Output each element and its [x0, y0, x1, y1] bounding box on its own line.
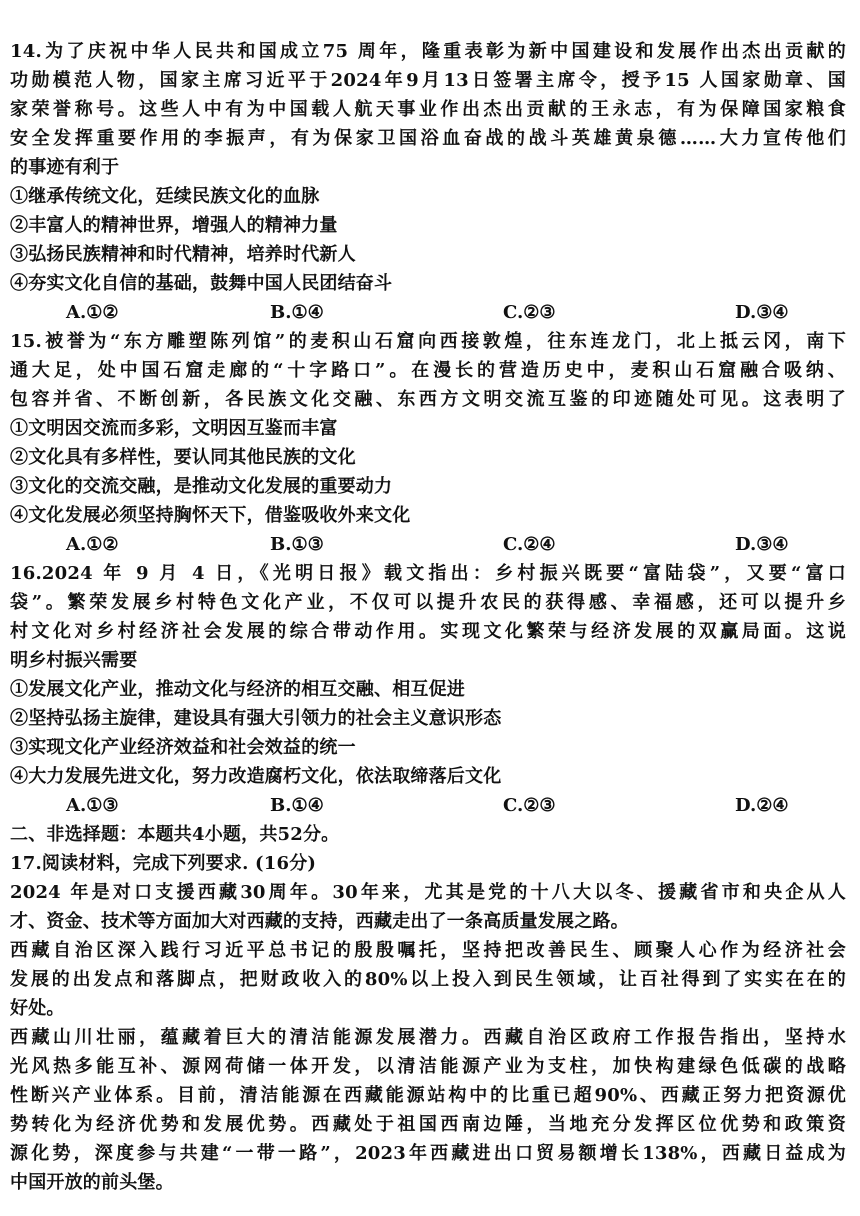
- q14-item-2: ②丰富人的精神世界，增强人的精神力量: [10, 215, 338, 236]
- q16-line-2: 袋”。繁荣发展乡村特色文化产业，不仅可以提升农民的获得感、幸福感，还可以提升乡: [10, 592, 846, 613]
- q16-line-1: 16.2024 年 9 月 4 日，《光明日报》载文指出：乡村振兴既要“富陆袋”，又要“富口: [10, 563, 846, 584]
- q17-para3-line-6: 中国开放的前头堡。: [10, 1172, 174, 1193]
- q14-option-b: B.①④: [270, 302, 324, 323]
- q16-item-3: ③实现文化产业经济效益和社会效益的统一: [10, 737, 356, 758]
- q15-line-3: 包容并省、不断创新，各民族文化交融、东西方文明交流互鉴的印迹随处可见。这表明了: [10, 389, 846, 410]
- q15-line-1: 15.被誉为“东方雕塑陈列馆”的麦积山石窟向西接敦煌，往东连龙门，北上抵云冈，南下: [10, 331, 846, 352]
- q17-para2-line-1: 西藏自治区深入践行习近平总书记的殷殷嘱托，坚持把改善民生、顾聚人心作为经济社会: [10, 940, 846, 961]
- q17-heading: 17.阅读材料，完成下列要求. (16分): [10, 853, 317, 874]
- q15-option-d: D.③④: [735, 534, 789, 555]
- q17-para3-line-4: 势转化为经济优势和发展优势。西藏处于祖国西南边陲，当地充分发挥区位优势和政策资: [10, 1114, 846, 1135]
- q14-option-c: C.②③: [503, 302, 556, 323]
- q17-para1-line-2: 才、资金、技术等方面加大对西藏的支持，西藏走出了一条高质量发展之路。: [10, 911, 629, 932]
- q14-item-4: ④夯实文化自信的基础，鼓舞中国人民团结奋斗: [10, 273, 393, 294]
- q14-option-a: A.①②: [66, 302, 119, 323]
- q17-para3-line-1: 西藏山川壮丽，蕴藏着巨大的清洁能源发展潜力。西藏自治区政府工作报告指出，坚持水: [10, 1027, 846, 1048]
- q15-item-4: ④文化发展必须坚持胸怀天下，借鉴吸收外来文化: [10, 505, 411, 526]
- q15-option-a: A.①②: [66, 534, 119, 555]
- q14-option-d: D.③④: [735, 302, 789, 323]
- q14-line-1: 14.为了庆祝中华人民共和国成立75 周年，隆重表彰为新中国建设和发展作出杰出贡献的: [10, 41, 846, 62]
- q17-para3-line-5: 源化势，深度参与共建“一带一路”，2023年西藏进出口贸易额增长138%，西藏日益成为: [10, 1143, 846, 1164]
- q17-para1-line-1: 2024 年是对口支援西藏30周年。30年来，尤其是党的十八大以冬、援藏省市和央企从人: [10, 882, 846, 903]
- q16-item-4: ④大力发展先进文化，努力改造腐朽文化，依法取缔落后文化: [10, 766, 502, 787]
- q15-line-2: 通大足，处中国石窟走廊的“十字路口”。在漫长的营造历史中，麦积山石窟融合吸纳、: [10, 360, 846, 381]
- q16-option-c: C.②③: [503, 795, 556, 816]
- q15-item-1: ①文明因交流而多彩，文明因互鉴而丰富: [10, 418, 338, 439]
- q14-line-3: 家荣誉称号。这些人中有为中国载人航天事业作出杰出贡献的王永志，有为保障国家粮食: [10, 99, 846, 120]
- q16-option-b: B.①④: [270, 795, 324, 816]
- section-heading: 二、非选择题：本题共4小题，共52分。: [10, 824, 340, 845]
- q17-para2-line-3: 好处。: [10, 998, 65, 1019]
- q15-item-2: ②文化具有多样性，要认同其他民族的文化: [10, 447, 356, 468]
- q14-line-2: 功勋模范人物，国家主席习近平于2024年9月13日签署主席令，授予15 人国家勋章、国: [10, 70, 846, 91]
- q14-line-4: 安全发挥重要作用的李振声，有为保家卫国浴血奋战的战斗英雄黄泉德……大力宣传他们: [10, 128, 846, 149]
- q14-line-5: 的事迹有利于: [10, 157, 120, 178]
- q17-para2-line-2: 发展的出发点和落脚点，把财政收入的80%以上投入到民生领域，让百社得到了实实在在的: [10, 969, 846, 990]
- q16-line-4: 明乡村振兴需要: [10, 650, 138, 671]
- q16-option-a: A.①③: [66, 795, 119, 816]
- q17-para3-line-2: 光风热多能互补、源网荷储一体开发，以清洁能源产业为支柱，加快构建绿色低碳的战略: [10, 1056, 846, 1077]
- q17-para3-line-3: 性断兴产业体系。目前，清洁能源在西藏能源站构中的比重已超90%、西藏正努力把资源优: [10, 1085, 846, 1106]
- q16-line-3: 村文化对乡村经济社会发展的综合带动作用。实现文化繁荣与经济发展的双赢局面。这说: [10, 621, 846, 642]
- q15-option-c: C.②④: [503, 534, 556, 555]
- q14-item-1: ①继承传统文化，廷续民族文化的血脉: [10, 186, 320, 207]
- q15-option-b: B.①③: [270, 534, 324, 555]
- q16-item-1: ①发展文化产业，推动文化与经济的相互交融、相互促进: [10, 679, 465, 700]
- q15-item-3: ③文化的交流交融，是推动文化发展的重要动力: [10, 476, 393, 497]
- q16-option-d: D.②④: [735, 795, 789, 816]
- q16-item-2: ②坚持弘扬主旋律，建设具有强大引领力的社会主义意识形态: [10, 708, 502, 729]
- q14-item-3: ③弘扬民族精神和时代精神，培养时代新人: [10, 244, 356, 265]
